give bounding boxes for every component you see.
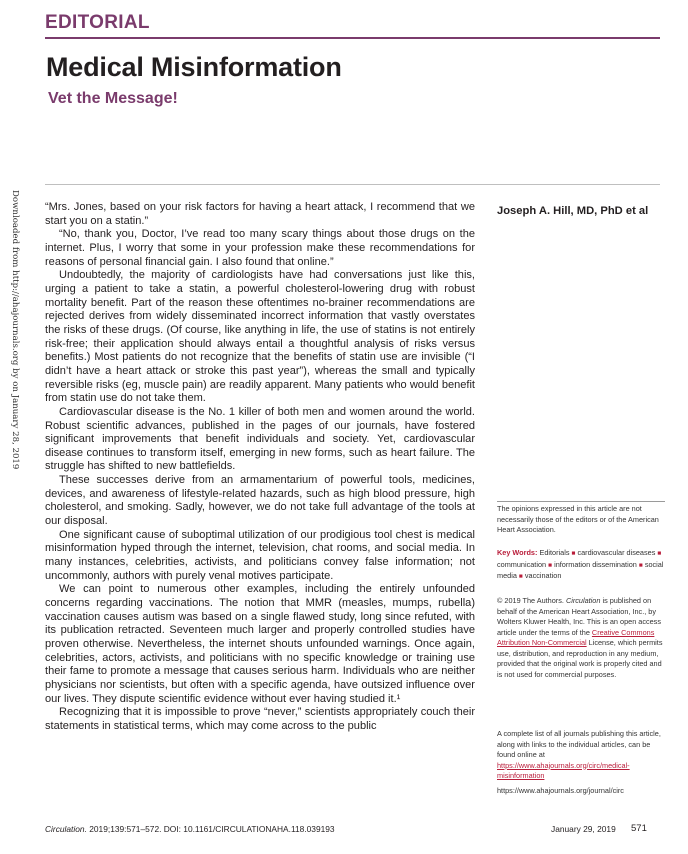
journals-list-link[interactable]: https://www.ahajournals.org/circ/medical-misinformation — [497, 760, 630, 780]
body-paragraph: “No, thank you, Doctor, I’ve read too many scary things about those drugs on the internet. Plus, I worry that some in your profession make these recommendations for reasons of personal financial gain. I also found that online.” — [45, 228, 475, 268]
footer-citation: 2019;139:571–572. DOI: 10.1161/CIRCULATIONAHA.118.039193 — [89, 824, 335, 834]
opinion-disclaimer: The opinions expressed in this article are not necessarily those of the editors or of the American Heart Association. — [497, 501, 665, 536]
citation-footer — [45, 824, 335, 834]
footer-date: January 29, 2019 — [551, 824, 616, 834]
keyword[interactable]: cardiovascular diseases — [577, 548, 656, 557]
body-paragraph: We can point to numerous other examples, including the entirely unfounded concerns regarding vaccinations. The notion that MMR (measles, mumps, rubella) vaccination causes autism was based on a single flawed study, long since refuted, with its publication retracted. Seventeen much larger and properly controlled studies have proven otherwise. Nevertheless, the internet shouts unfounded warnings. Once again, celebrities, actors, activists, and politicians with no specific knowledge or training use their fame to promote a message that causes serious harm. Individuals who are neither physicians nor scientists, but often with a specific agenda, have outsized influence over our lives. They dispute scientific evidence without ever having studied it.¹ — [45, 583, 475, 705]
license-prefix: © 2019 The Authors. — [497, 596, 564, 605]
keywords-block — [497, 548, 665, 583]
keyword-separator: ■ — [657, 550, 662, 557]
license-text: is published on behalf of the American Heart Association, Inc., by Wolters Kluwer Health, Inc. This is an open access article under the terms of the — [497, 596, 661, 637]
keyword[interactable]: social media — [497, 559, 664, 580]
license-block — [497, 596, 665, 680]
license-journal: Circulation — [565, 596, 601, 605]
body-paragraph: “Mrs. Jones, based on your risk factors for having a heart attack, I recommend that we start you on a statin.” — [45, 201, 475, 227]
body-paragraph: Cardiovascular disease is the No. 1 killer of both men and women around the world. Robust scientific advances, published in the pages of our journals, have fostered significant improvements that benefit individuals and society. Yet, cardiovascular disease continues to transform itself, emerging in new forms, such as heart failure. The struggle has shifted to new battlefields. — [45, 405, 475, 473]
header-rule — [45, 37, 660, 39]
keyword[interactable]: communication — [497, 559, 547, 569]
article-body — [45, 201, 475, 734]
keyword[interactable]: information dissemination — [554, 559, 637, 569]
footer-journal: Circulation. — [45, 824, 87, 834]
download-side-note — [8, 190, 22, 590]
body-paragraph: Undoubtedly, the majority of cardiologists have had conversations just like this, urging a patient to take a statin, a powerful cholesterol-lowering drug with robust mortality benefit. Part of the reason these oftentimes no-brainer recommendations are rejected derives from widely disseminated incorrect information that vastly overstates the risks of these drugs. (Of course, like anything in life, the use of statins is not entirely risk-free; their application should always entail a thoughtful analysis of risks versus benefits.) Most patients do not recognize that the benefits of statin use are invisible (“I didn’t have a heart attack or stroke this past year”), whereas the small and typically reversible risks (eg, muscle pain) are readily apparent. Many patients who would benefit from statin use do not take them. — [45, 269, 475, 405]
body-paragraph: These successes derive from an armamentarium of powerful tools, medicines, devices, and awareness of lifestyle-related hazards, such as high blood pressure, high cholesterol, and smoking. Sadly, however, we do not take full advantage of the tools at our disposal. — [45, 474, 475, 528]
page-number: 571 — [631, 823, 647, 834]
journals-list-note — [497, 729, 665, 782]
article-subtitle: Vet the Message! — [48, 90, 178, 107]
article-title: Medical Misinformation — [46, 52, 342, 82]
author-byline: Joseph A. Hill, MD, PhD et al — [497, 205, 649, 217]
license-text: License, which permits use, distribution, and reproduction in any medium, provided that the original work is properly cited and is not used for commercial purposes. — [497, 638, 663, 679]
section-label: EDITORIAL — [45, 12, 150, 33]
title-divider — [45, 184, 660, 185]
keywords-label: Key Words: — [497, 548, 538, 557]
keyword-separator: ■ — [518, 573, 523, 580]
journals-list-text: A complete list of all journals publishing this article, along with links to the individual articles, can be found online at — [497, 729, 661, 759]
keyword-separator: ■ — [638, 561, 643, 569]
journal-url[interactable]: https://www.ahajournals.org/journal/circ — [497, 786, 624, 795]
keyword-separator: ■ — [548, 561, 553, 569]
keyword-separator: ■ — [571, 550, 576, 557]
license-link[interactable]: Creative Commons Attribution Non-Commercial — [497, 627, 655, 647]
keyword[interactable]: Editorials — [539, 548, 570, 557]
keyword[interactable]: vaccination — [524, 571, 562, 580]
body-paragraph: One significant cause of suboptimal utilization of our prodigious tool chest is medical misinformation hyped through the internet, television, chat rooms, and social media. In many instances, celebrities, activists, and politicians convey false information; not uncommonly, authors with purely venal motives participate. — [45, 528, 475, 582]
body-paragraph: Recognizing that it is impossible to prove “never,” scientists appropriately couch their statements in statistical terms, which may come across to the public — [45, 706, 475, 732]
download-side-note-text: Downloaded from http://ahajournals.org by on January 28, 2019 — [10, 190, 20, 470]
